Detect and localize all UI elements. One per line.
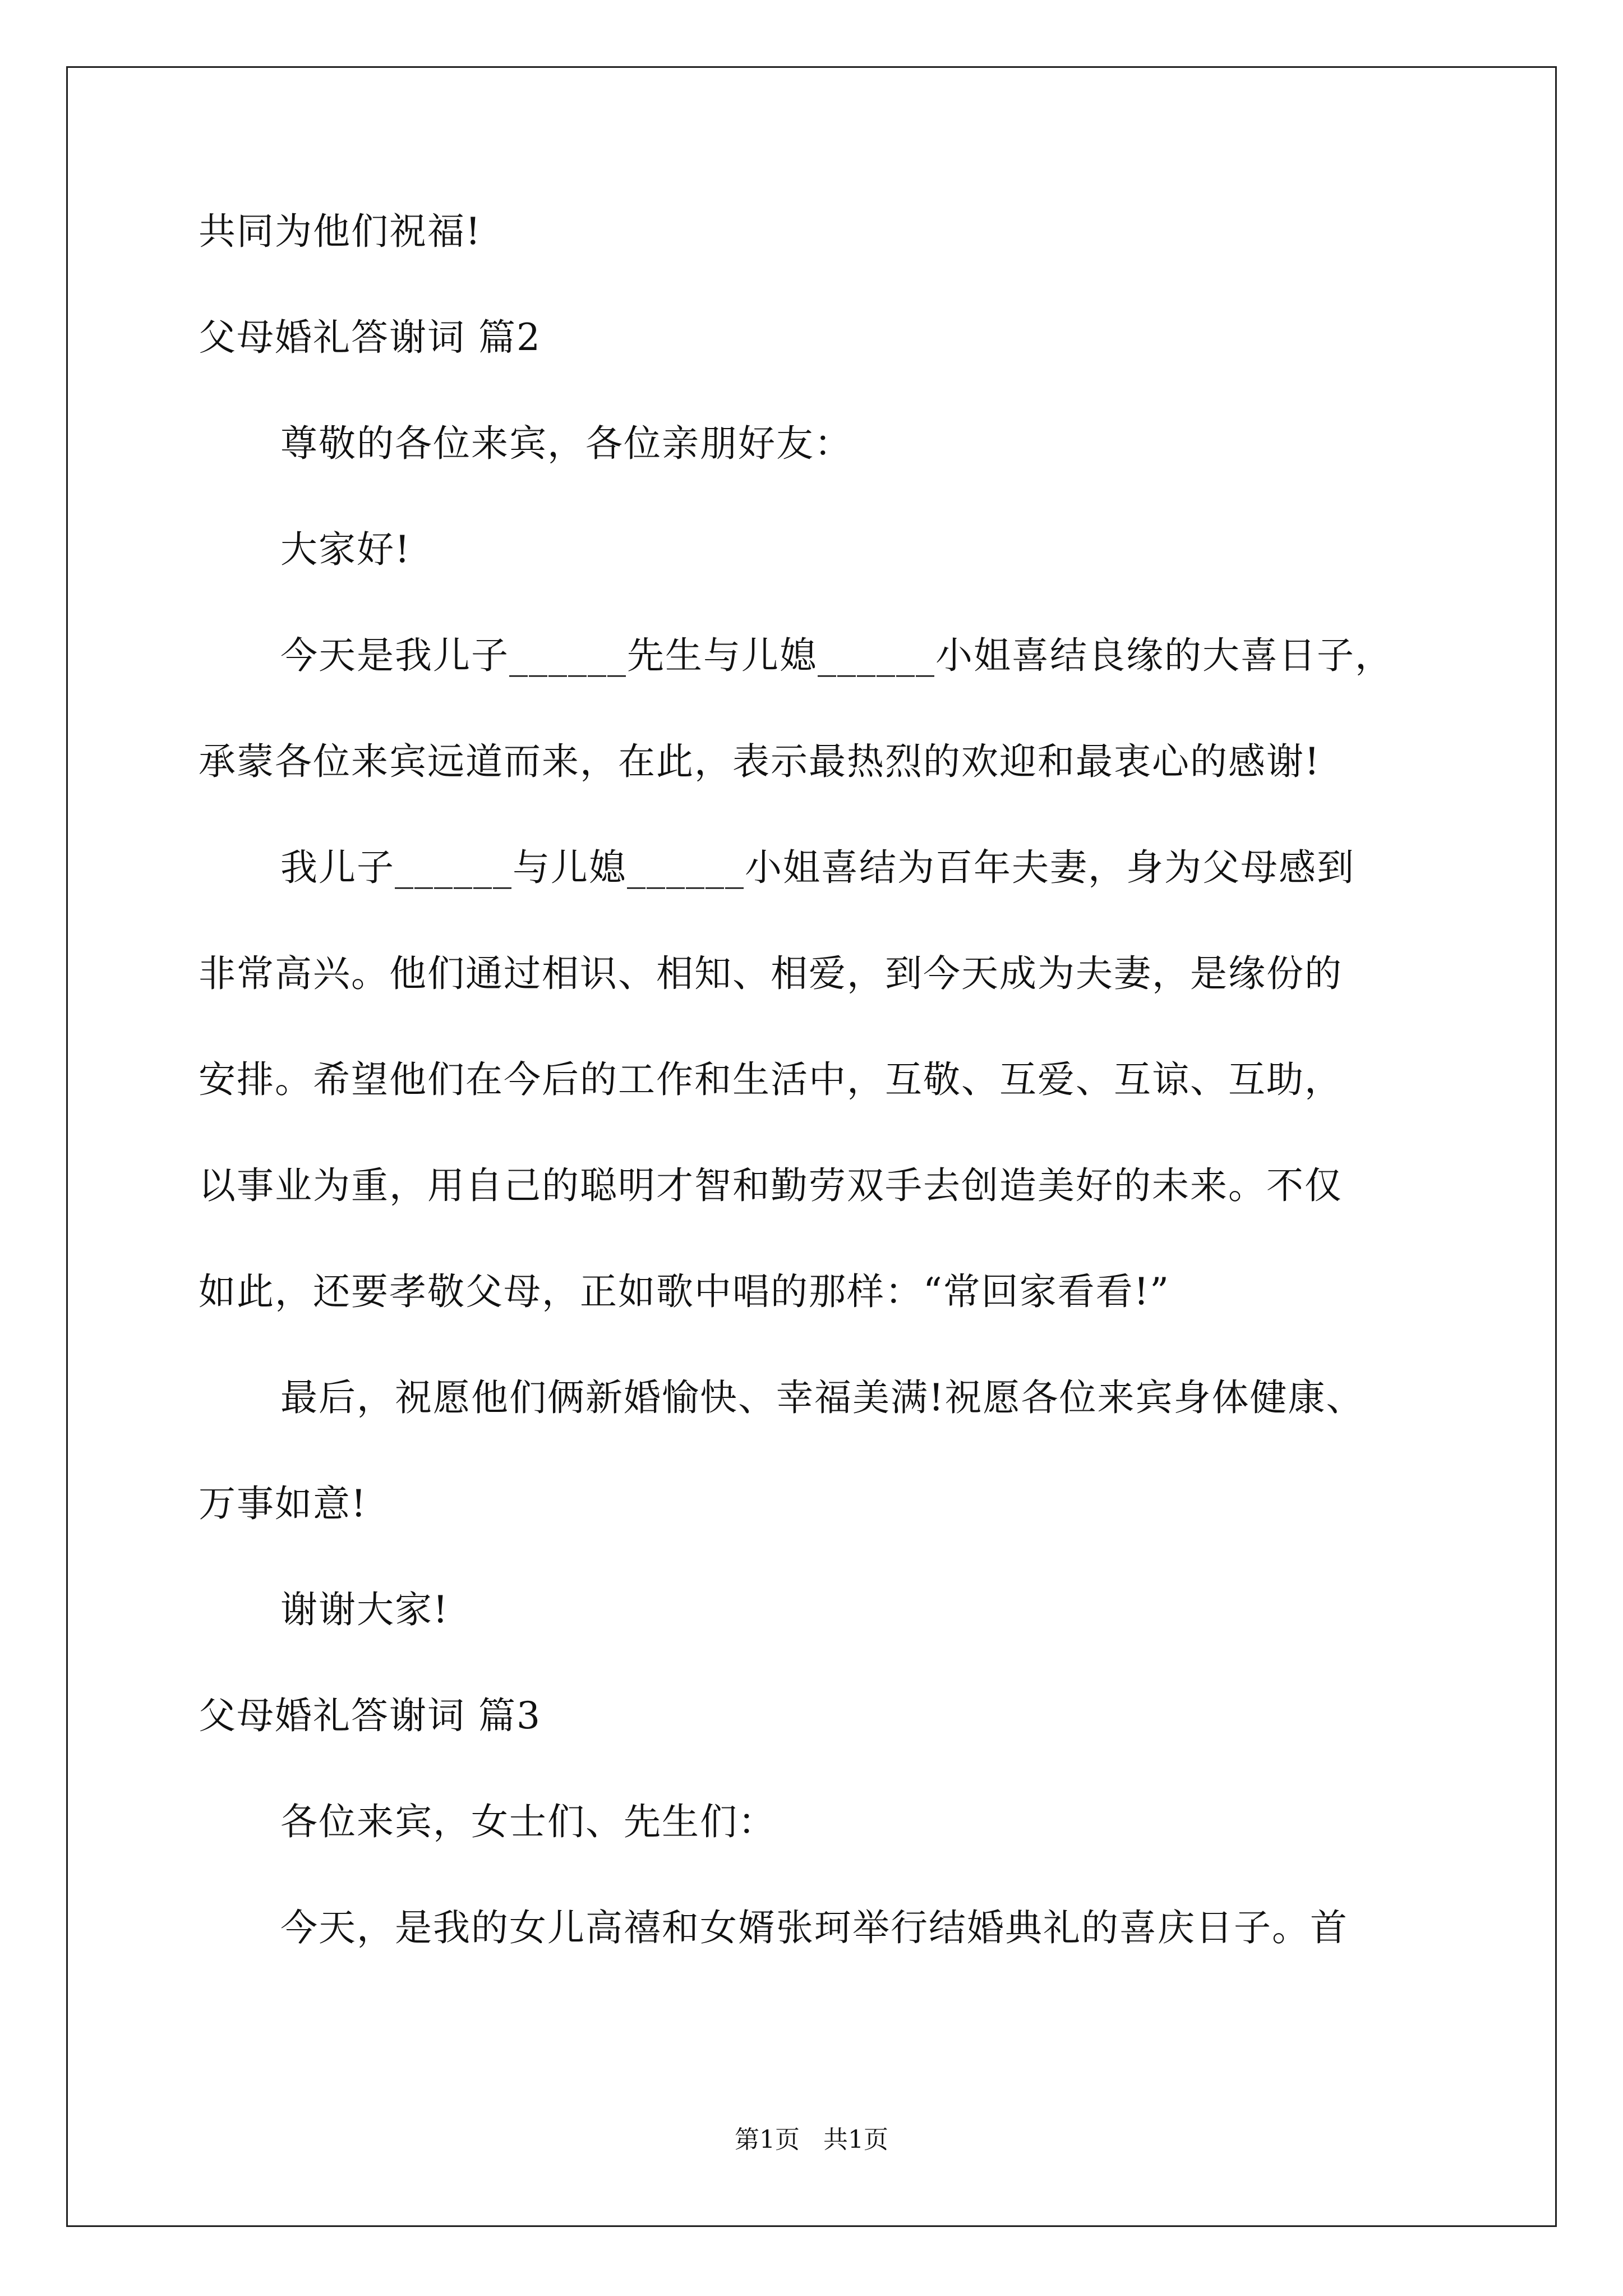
text-line: 谢谢大家! xyxy=(280,1588,449,1631)
text-line: 尊敬的各位来宾，各位亲朋好友： xyxy=(280,422,852,465)
text-line: 最后，祝愿他们俩新婚愉快、幸福美满!祝愿各位来宾身体健康、 xyxy=(280,1376,1364,1419)
section-heading: 父母婚礼答谢词 篇2 xyxy=(199,316,541,359)
text-line: 承蒙各位来宾远道而来，在此，表示最热烈的欢迎和最衷心的感谢! xyxy=(199,740,1321,783)
text-line: 非常高兴。他们通过相识、相知、相爱，到今天成为夫妻，是缘份的 xyxy=(199,952,1343,995)
text-line: 安排。希望他们在今后的工作和生活中，互敬、互爱、互谅、互助， xyxy=(199,1058,1343,1101)
section-heading: 父母婚礼答谢词 篇3 xyxy=(199,1694,541,1737)
text-line: 我儿子______与儿媳______小姐喜结为百年夫妻，身为父母感到 xyxy=(280,846,1355,889)
text-line: 以事业为重，用自己的聪明才智和勤劳双手去创造美好的未来。不仅 xyxy=(199,1164,1343,1207)
text-line: 万事如意! xyxy=(199,1482,367,1525)
text-line: 各位来宾，女士们、先生们： xyxy=(280,1800,776,1843)
text-line: 共同为他们祝福! xyxy=(199,210,482,253)
page-number: 第1页 共1页 xyxy=(735,2125,888,2154)
text-line: 大家好! xyxy=(280,528,411,571)
text-line: 今天是我儿子______先生与儿媳______小姐喜结良缘的大喜日子， xyxy=(280,634,1393,677)
page-border xyxy=(66,66,1557,2227)
text-line: 如此，还要孝敬父母，正如歌中唱的那样：“常回家看看!” xyxy=(199,1270,1170,1313)
text-line: 今天，是我的女儿高禧和女婿张珂举行结婚典礼的喜庆日子。首 xyxy=(280,1906,1348,1949)
